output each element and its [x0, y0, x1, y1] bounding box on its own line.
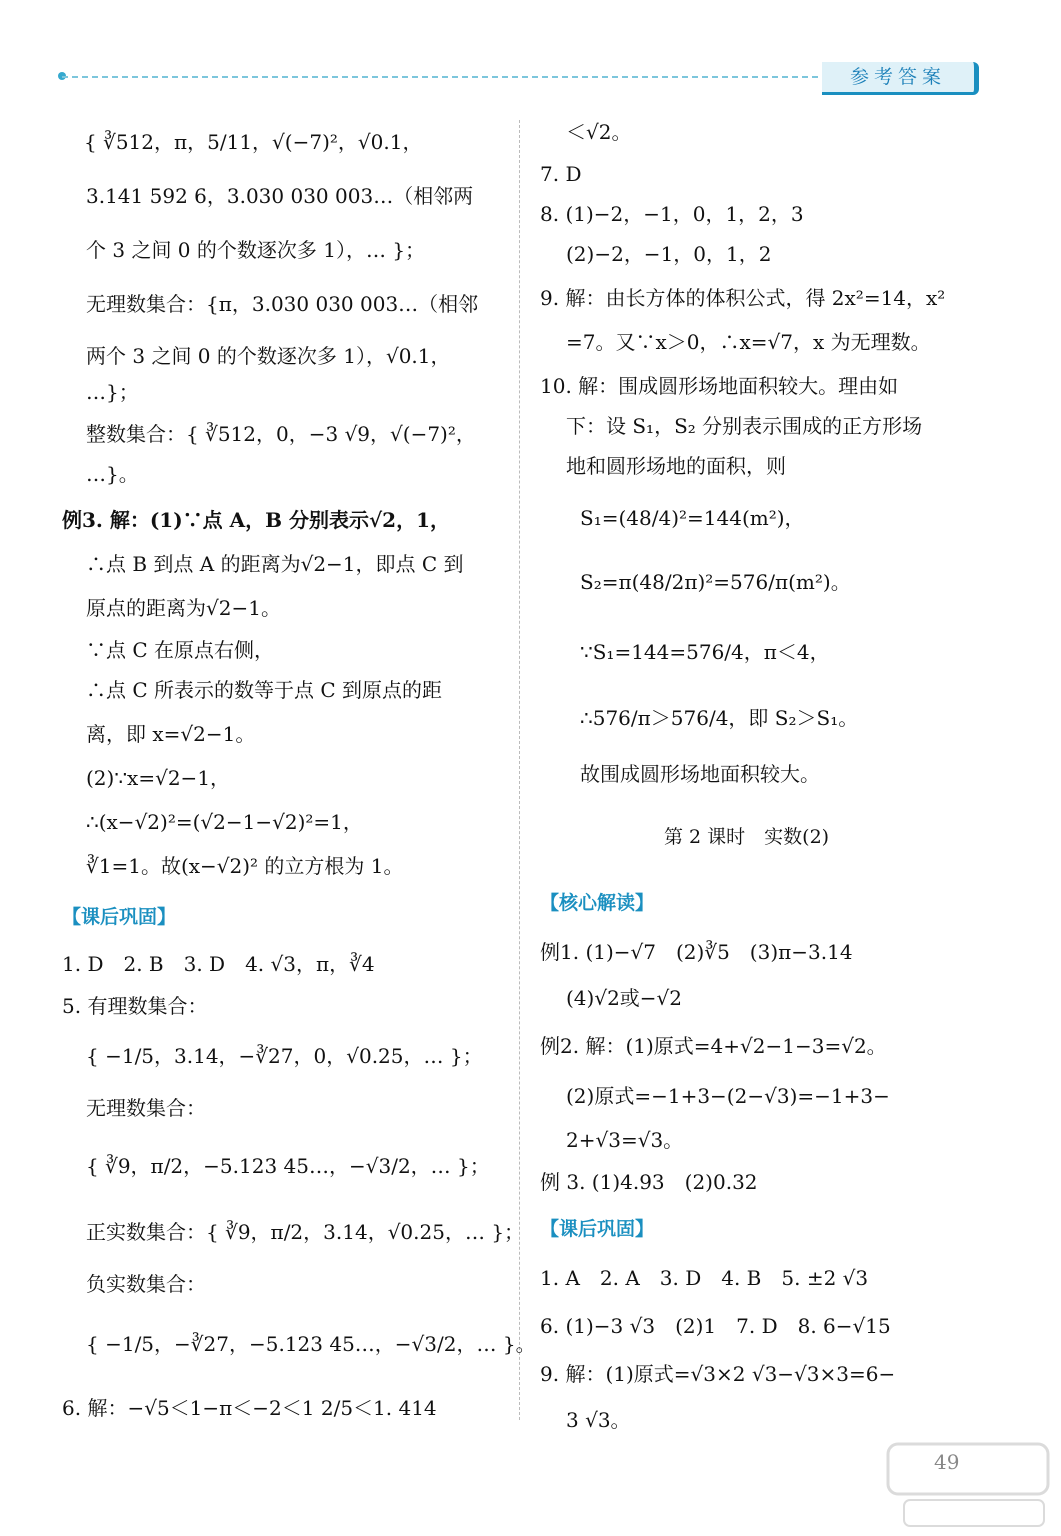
- left-line: { ∛9，π/2，−5.123 45…，−√3/2，… }；: [86, 1154, 490, 1178]
- header-tab: 参考答案: [822, 62, 979, 95]
- header-dashed-line: [62, 76, 818, 78]
- right-line: 例2. 解：(1)原式=4+√2−1−3=√2。: [540, 1034, 887, 1058]
- right-line: 下：设 S₁，S₂ 分别表示围成的正方形场: [566, 414, 923, 438]
- right-line: 3 √3。: [566, 1408, 631, 1432]
- right-line: 地和圆形场地的面积，则: [566, 454, 786, 478]
- left-line: 原点的距离为√2−1。: [86, 596, 281, 620]
- right-line: 9. 解：由长方体的体积公式，得 2x²=14，x²: [540, 286, 946, 310]
- right-line: 6. (1)−3 √3 (2)1 7. D 8. 6−√15: [540, 1314, 891, 1338]
- right-line: 10. 解：围成圆形场地面积较大。理由如: [540, 374, 899, 398]
- left-section-heading: 【课后巩固】: [62, 906, 177, 928]
- right-line: =7。又∵x＞0，∴x=√7，x 为无理数。: [566, 330, 931, 354]
- left-line: 例3. 解：(1)∵点 A，B 分别表示√2，1，: [62, 508, 451, 532]
- after-section-heading: 【课后巩固】: [540, 1218, 655, 1240]
- left-line: { −1/5，−∛27，−5.123 45…，−√3/2，… }。: [86, 1332, 536, 1356]
- right-line: S₂=π(48/2π)²=576/π(m²)。: [580, 570, 851, 594]
- right-line: 故围成圆形场地面积较大。: [580, 762, 820, 786]
- left-line: (2)∵x=√2−1，: [86, 766, 231, 790]
- right-line: 1. A 2. A 3. D 4. B 5. ±2 √3: [540, 1266, 869, 1290]
- left-line: ∛1=1。故(x−√2)² 的立方根为 1。: [86, 854, 404, 878]
- right-line: 9. 解：(1)原式=√3×2 √3−√3×3=6−: [540, 1362, 896, 1386]
- left-line: 5. 有理数集合：: [62, 994, 208, 1018]
- left-line: 两个 3 之间 0 的个数逐次多 1），√0.1，: [86, 344, 451, 368]
- left-line: …}；: [86, 380, 139, 404]
- left-line: 3.141 592 6，3.030 030 003…（相邻两: [86, 184, 474, 208]
- left-line: 个 3 之间 0 的个数逐次多 1），… }；: [86, 238, 426, 262]
- right-line: (2)原式=−1+3−(2−√3)=−1+3−: [566, 1084, 890, 1108]
- right-line: (2)−2，−1，0，1，2: [566, 242, 772, 266]
- left-line: 6. 解：−√5＜1−π＜−2＜1 2/5＜1. 414: [62, 1396, 437, 1420]
- right-line: 8. (1)−2，−1，0，1，2，3: [540, 202, 804, 226]
- right-line: 2+√3=√3。: [566, 1128, 684, 1152]
- left-line: …}。: [86, 462, 139, 486]
- left-line: { ∛512，π，5/11，√(−7)²，√0.1，: [84, 130, 423, 154]
- left-line: 无理数集合：: [86, 1096, 206, 1120]
- left-line: ∴(x−√2)²=(√2−1−√2)²=1，: [86, 810, 363, 834]
- left-line: 整数集合：{ ∛512，0，−3 √9，√(−7)²，: [86, 422, 476, 446]
- right-line: 例 3. (1)4.93 (2)0.32: [540, 1170, 758, 1194]
- right-line: S₁=(48/4)²=144(m²)，: [580, 506, 805, 530]
- right-line: ∴576/π＞576/4，即 S₂＞S₁。: [580, 706, 859, 730]
- page-number: 49: [934, 1450, 960, 1474]
- left-line: 无理数集合：{π，3.030 030 003…（相邻: [86, 292, 479, 316]
- right-line: ＜√2。: [566, 120, 632, 144]
- left-line: { −1/5，3.14，−∛27，0，√0.25，… }；: [86, 1044, 483, 1068]
- left-line: ∴点 C 所表示的数等于点 C 到原点的距: [86, 678, 443, 702]
- left-line: 1. D 2. B 3. D 4. √3，π，∛4: [62, 952, 375, 976]
- left-line: ∴点 B 到点 A 的距离为√2−1，即点 C 到: [86, 552, 464, 576]
- left-line: ∵点 C 在原点右侧，: [86, 638, 275, 662]
- left-line: 离，即 x=√2−1。: [86, 722, 256, 746]
- right-line: ∵S₁=144=576/4，π＜4，: [580, 640, 830, 664]
- lesson-title: 第 2 课时 实数(2): [664, 826, 830, 848]
- core-section-heading: 【核心解读】: [540, 892, 655, 914]
- right-line: 7. D: [540, 162, 582, 186]
- left-line: 正实数集合：{ ∛9，π/2，3.14，√0.25，… }；: [86, 1220, 525, 1244]
- watermark-logo: [884, 1440, 1054, 1532]
- right-line: 例1. (1)−√7 (2)∛5 (3)π−3.14: [540, 940, 853, 964]
- left-line: 负实数集合：: [86, 1272, 206, 1296]
- right-line: (4)√2或−√2: [566, 986, 683, 1010]
